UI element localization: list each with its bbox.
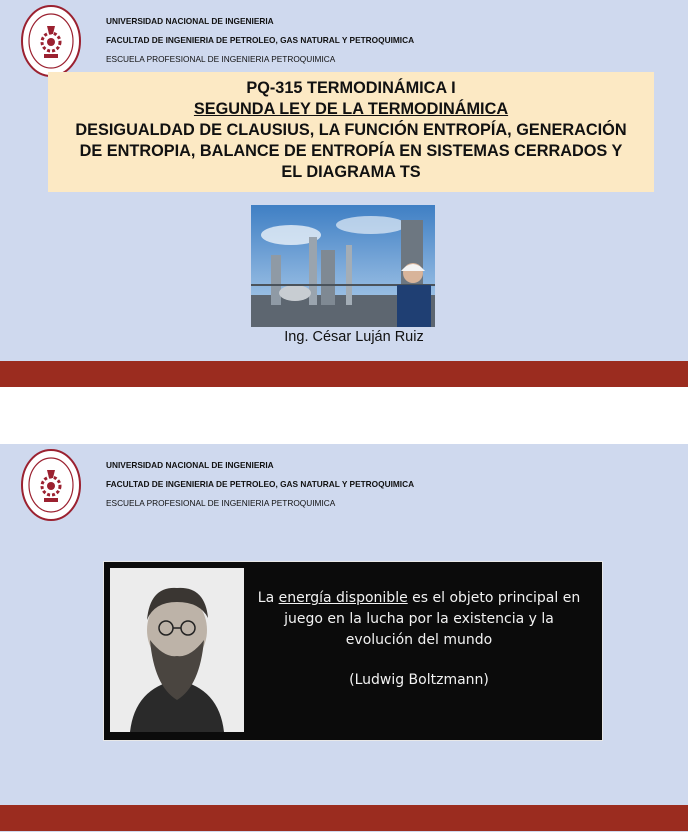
- quote-highlight: energía disponible: [278, 590, 408, 606]
- university-name: UNIVERSIDAD NACIONAL DE INGENIERIA: [106, 16, 274, 26]
- school-name: ESCUELA PROFESIONAL DE INGENIERIA PETROQUIMICA: [106, 498, 336, 508]
- subtitle-line-2: DE ENTROPIA, BALANCE DE ENTROPÍA EN SISTEMAS CERRADOS Y: [79, 142, 623, 160]
- quote-text: La energía disponible es el objeto principal en juego en la lucha por la existencia y la evolución del mundo: [257, 590, 581, 648]
- subtitle-line-1: DESIGUALDAD DE CLAUSIUS, LA FUNCIÓN ENTROPÍA, GENERACIÓN: [75, 121, 627, 139]
- slide-2: [0, 444, 688, 832]
- slide-1: [0, 0, 688, 386]
- course-title-box: [48, 72, 654, 192]
- footer-band: [0, 805, 688, 831]
- institution-header: [106, 12, 414, 69]
- faculty-name: FACULTAD DE INGENIERIA DE PETROLEO, GAS NATURAL Y PETROQUIMICA: [106, 479, 415, 489]
- author-name: Ing. César Luján Ruiz: [284, 329, 424, 345]
- footer-band: [0, 361, 688, 387]
- course-code-title: PQ-315 TERMODINÁMICA I: [246, 79, 456, 97]
- university-name: UNIVERSIDAD NACIONAL DE INGENIERIA: [106, 460, 274, 470]
- university-seal-icon: [20, 4, 82, 78]
- subtitle-line-3: EL DIAGRAMA TS: [281, 163, 421, 181]
- faculty-name: FACULTAD DE INGENIERIA DE PETROLEO, GAS NATURAL Y PETROQUIMICA: [106, 35, 415, 45]
- refinery-photo: [251, 205, 435, 327]
- quote-panel: [103, 561, 603, 741]
- school-name: ESCUELA PROFESIONAL DE INGENIERIA PETROQUIMICA: [106, 54, 336, 64]
- quote-author: (Ludwig Boltzmann): [349, 672, 489, 688]
- topic-title: SEGUNDA LEY DE LA TERMODINÁMICA: [193, 100, 509, 118]
- university-seal-icon: [20, 448, 82, 522]
- institution-header: [106, 456, 414, 513]
- boltzmann-portrait: [110, 568, 244, 732]
